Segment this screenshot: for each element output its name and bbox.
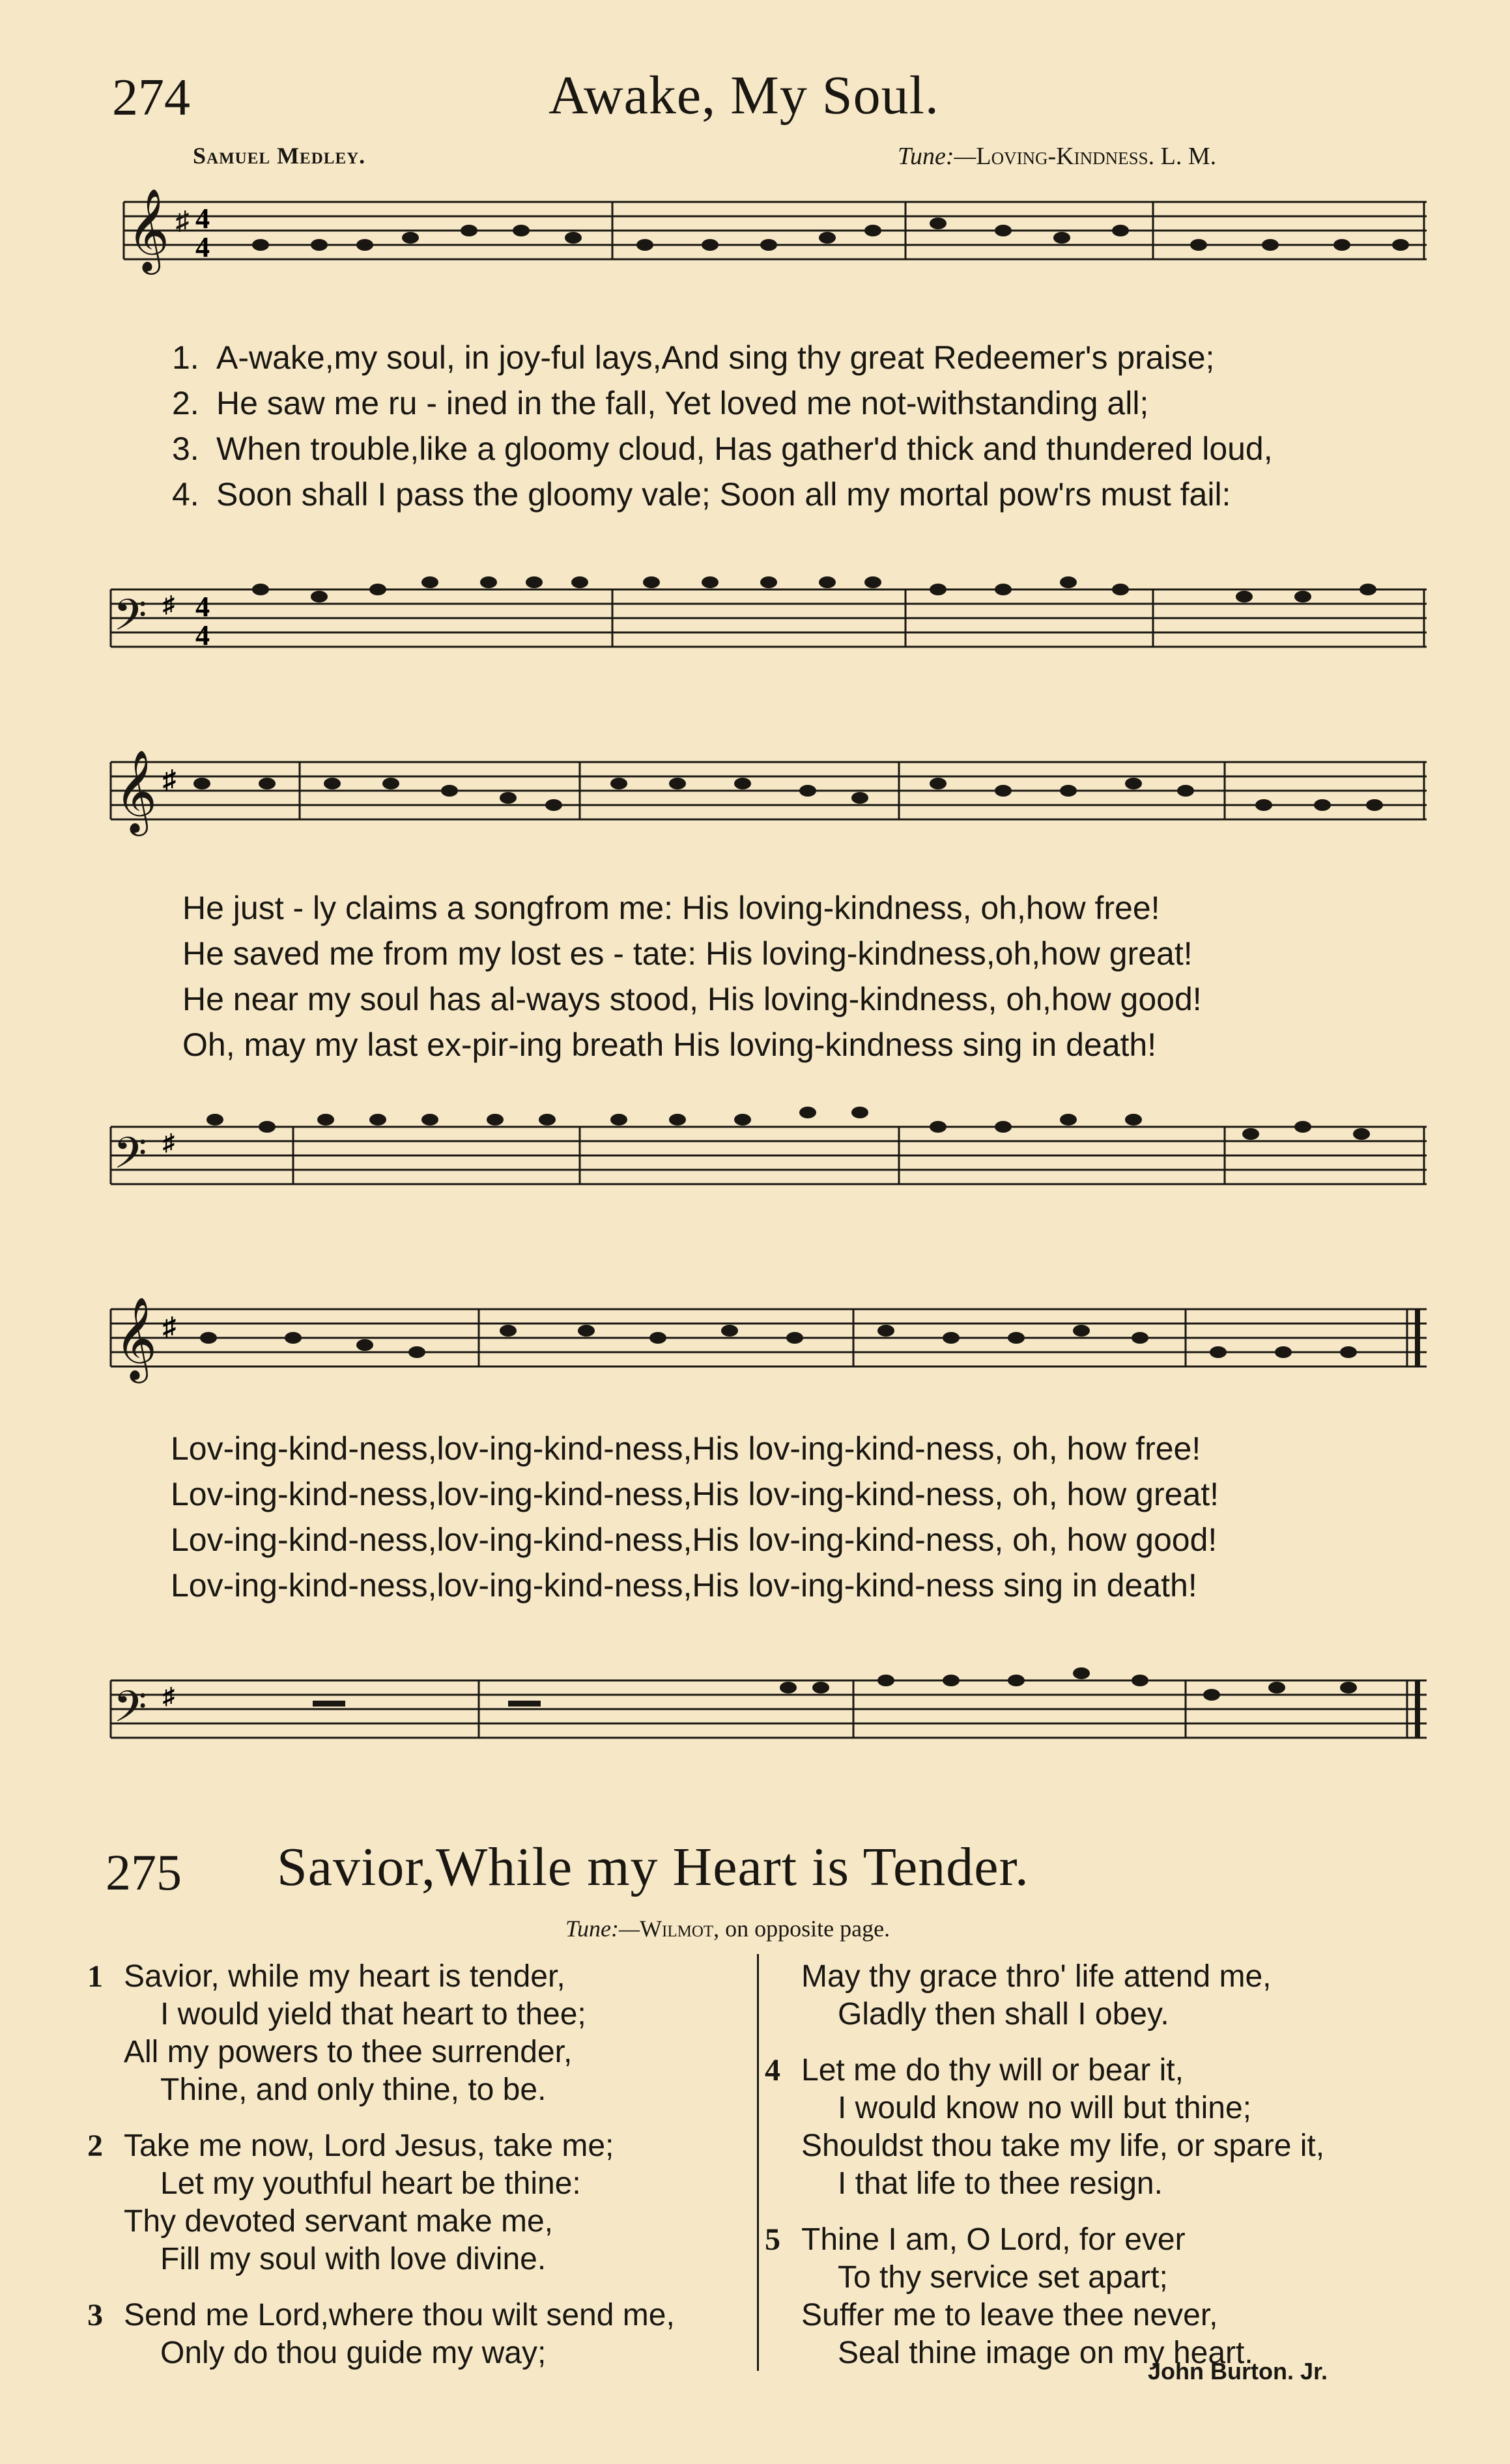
bass-staff-2 (104, 1081, 1427, 1218)
verse-line-2: 2. He saw me ru - ined in the fall, Yet loved me not-withstanding all; (172, 385, 1149, 421)
hymn-title: Awake, My Soul. (548, 65, 939, 126)
refrain-line-4: Oh, may my last ex-pir-ing breath His loving-kindness sing in death! (182, 1027, 1157, 1063)
svg-text:𝄞: 𝄞 (115, 749, 158, 832)
stanzas-left (87, 1958, 675, 2390)
svg-text:♯: ♯ (163, 1683, 175, 1709)
stanza-3: 3 Send me Lord,where thou wilt send me, Only do thou guide my way; (87, 2298, 675, 2370)
tune-credit-275: Tune:—Wilmot, on opposite page. (565, 1916, 890, 1942)
meter: L. M. (1160, 143, 1217, 170)
verse-line-3: 3. When trouble,like a gloomy cloud, Has gather'd thick and thundered loud, (172, 431, 1273, 467)
stanza-4: 4 Let me do thy will or bear it, I would know no will but thine; Shouldst thou take my life, or spare it, I that life to thee resign. (765, 2053, 1325, 2201)
stanza-2: 2 Take me now, Lord Jesus, take me; Let my youthful heart be thine: Thy devoted servant make me, Fill my soul with love divine. (87, 2129, 614, 2276)
chorus-line-4: Lov-ing-kind-ness,lov-ing-kind-ness,His lov-ing-kind-ness sing in death! (171, 1567, 1197, 1604)
stanza-1: 1 Savior, while my heart is tender, I would yield that heart to thee; All my powers to thee surrender, Thine, and only thine, to be. (87, 1959, 586, 2107)
treble-staff-2 (104, 736, 1427, 853)
svg-text:♯: ♯ (163, 765, 176, 794)
hymn-author-275: John Burton. Jr. (1148, 2358, 1328, 2385)
column-divider (757, 1954, 759, 2371)
tune-name: Loving-Kindness. (976, 143, 1155, 170)
svg-text:4: 4 (195, 619, 210, 651)
svg-text:𝄢: 𝄢 (113, 590, 147, 651)
svg-text:♯: ♯ (163, 591, 175, 617)
svg-text:𝄞: 𝄞 (115, 1296, 158, 1380)
refrain-line-2: He saved me from my lost es - tate: His loving-kindness,oh,how great! (182, 935, 1193, 972)
hymn-title-275: Savior,While my Heart is Tender. (277, 1837, 1029, 1897)
tune-credit (898, 142, 1216, 171)
chorus-line-2: Lov-ing-kind-ness,lov-ing-kind-ness,His lov-ing-kind-ness, oh, how great! (171, 1476, 1219, 1512)
svg-text:♯: ♯ (163, 1129, 175, 1155)
treble-staff-3 (104, 1277, 1427, 1400)
bass-staff-3 (104, 1622, 1427, 1804)
svg-text:♯: ♯ (176, 206, 189, 235)
stanzas-right (765, 1958, 1325, 2390)
chorus-line-1: Lov-ing-kind-ness,lov-ing-kind-ness,His lov-ing-kind-ness, oh, how free! (171, 1430, 1201, 1467)
tune-label: Tune:— (898, 143, 976, 170)
hymn-author: Samuel Medley. (193, 143, 366, 169)
svg-text:♯: ♯ (163, 1312, 176, 1341)
svg-text:4: 4 (195, 203, 210, 234)
verse-line-4: 4. Soon shall I pass the gloomy vale; Soon all my mortal pow'rs must fail: (172, 476, 1231, 513)
hymn-number-275: 275 (106, 1844, 182, 1901)
hymn-number: 274 (112, 69, 190, 126)
refrain-line-1: He just - ly claims a songfrom me: His loving-kindness, oh,how free! (182, 890, 1160, 926)
stanza-5: 5 Thine I am, O Lord, for ever To thy service set apart; Suffer me to leave thee never, Seal thine image on my heart. (765, 2222, 1253, 2370)
svg-text:4: 4 (195, 591, 210, 623)
svg-text:4: 4 (195, 231, 210, 263)
svg-text:𝄞: 𝄞 (127, 189, 170, 271)
stanza-3-cont: May thy grace thro' life attend me, Gladly then shall I obey. (801, 1959, 1272, 2032)
verse-line-1: 1. A-wake,my soul, in joy-ful lays,And sing thy great Redeemer's praise; (172, 339, 1215, 376)
svg-text:𝄢: 𝄢 (113, 1128, 147, 1189)
treble-staff-1 (104, 189, 1427, 306)
bass-staff-1 (104, 547, 1427, 677)
svg-text:𝄢: 𝄢 (113, 1682, 147, 1742)
refrain-line-3: He near my soul has al-ways stood, His loving-kindness, oh,how good! (182, 981, 1202, 1017)
chorus-line-3: Lov-ing-kind-ness,lov-ing-kind-ness,His lov-ing-kind-ness, oh, how good! (171, 1522, 1218, 1558)
